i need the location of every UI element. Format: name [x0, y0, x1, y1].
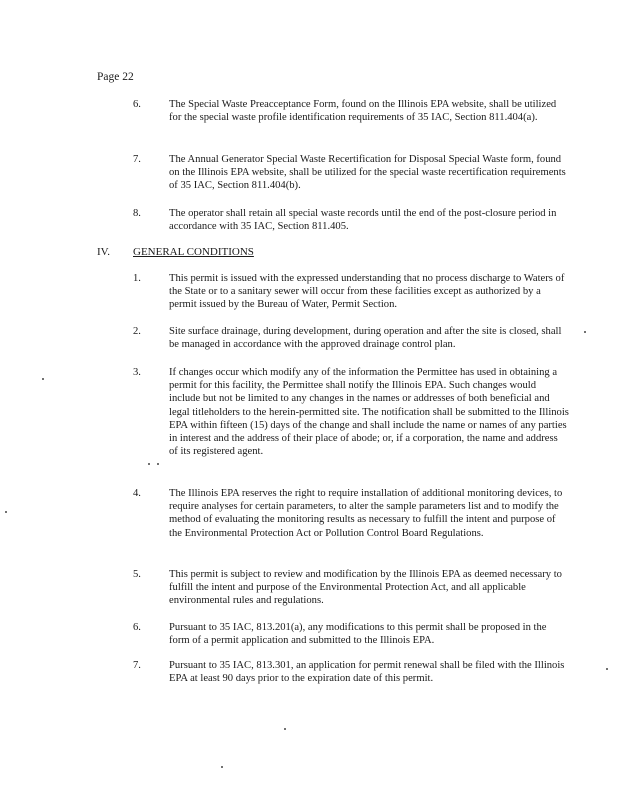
- item-number: 4.: [133, 488, 141, 499]
- item-text: Site surface drainage, during development, during operation and after the site is closed, shall be managed in accordance with the approved drainage control plan.: [169, 326, 562, 351]
- item-text: This permit is subject to review and modification by the Illinois EPA as deemed necessary to fulfill the intent and purpose of the Environmental Protection Act, and all applicable environmental rules and regulations.: [169, 569, 562, 607]
- scan-speck: [42, 378, 44, 380]
- item-text: This permit is issued with the expressed understanding that no process discharge to Waters of the State or to a sanitary sewer will occur from these facilities except as authorized by a permit issued by the Bureau of Water, Permit Section.: [169, 273, 565, 311]
- scan-speck: [148, 463, 150, 465]
- item-number: 2.: [133, 326, 141, 337]
- scan-speck: [221, 766, 223, 768]
- item-text: Pursuant to 35 IAC, 813.201(a), any modifications to this permit shall be proposed in the form of a permit application and submitted to the Illinois EPA.: [169, 622, 547, 647]
- item-number: 3.: [133, 367, 141, 378]
- item-number: 6.: [133, 622, 141, 633]
- item-text: The Annual Generator Special Waste Recertification for Disposal Special Waste form, found on the Illinois EPA website, shall be utilized for the special waste recertification requirements of 35 IAC, Section 811.404(b).: [169, 154, 566, 192]
- scan-speck: [606, 668, 608, 670]
- page-number: Page 22: [97, 71, 134, 83]
- item-number: 8.: [133, 208, 141, 219]
- item-number: 7.: [133, 154, 141, 165]
- item-number: 7.: [133, 660, 141, 671]
- item-text: If changes occur which modify any of the information the Permittee has used in obtaining a permit for this facility, the Permittee shall notify the Illinois EPA. Such changes would include but not be limited to any changes in the names or addresses of both beneficial and legal titleholders to the herein-permitted site. The notification shall be submitted to the Illinois EPA within fifteen (15) days of the change and shall include the name or names of any parties in interest and the address of their place of abode; or, if a corporation, the name and address of its registered agent.: [169, 367, 569, 458]
- scan-speck: [5, 511, 7, 513]
- section-number: IV.: [97, 246, 110, 258]
- item-text: The Special Waste Preacceptance Form, found on the Illinois EPA website, shall be utilized for the special waste profile identification requirements of 35 IAC, Section 811.404(a).: [169, 99, 557, 124]
- section-title: GENERAL CONDITIONS: [133, 246, 254, 258]
- item-text: The operator shall retain all special waste records until the end of the post-closure period in accordance with 35 IAC, Section 811.405.: [169, 208, 557, 233]
- item-text: The Illinois EPA reserves the right to require installation of additional monitoring devices, to require analyses for certain parameters, to alter the sample parameters list and to modify the method of evaluating the monitoring results as necessary to fulfill the intent and purpose of the Environmental Protection Act or Pollution Control Board Regulations.: [169, 488, 563, 539]
- item-text: Pursuant to 35 IAC, 813.301, an application for permit renewal shall be filed with the Illinois EPA at least 90 days prior to the expiration date of this permit.: [169, 660, 565, 685]
- scan-speck: [284, 728, 286, 730]
- item-number: 1.: [133, 273, 141, 284]
- scan-speck: [584, 331, 586, 333]
- item-number: 5.: [133, 569, 141, 580]
- scan-speck: [157, 463, 159, 465]
- item-number: 6.: [133, 99, 141, 110]
